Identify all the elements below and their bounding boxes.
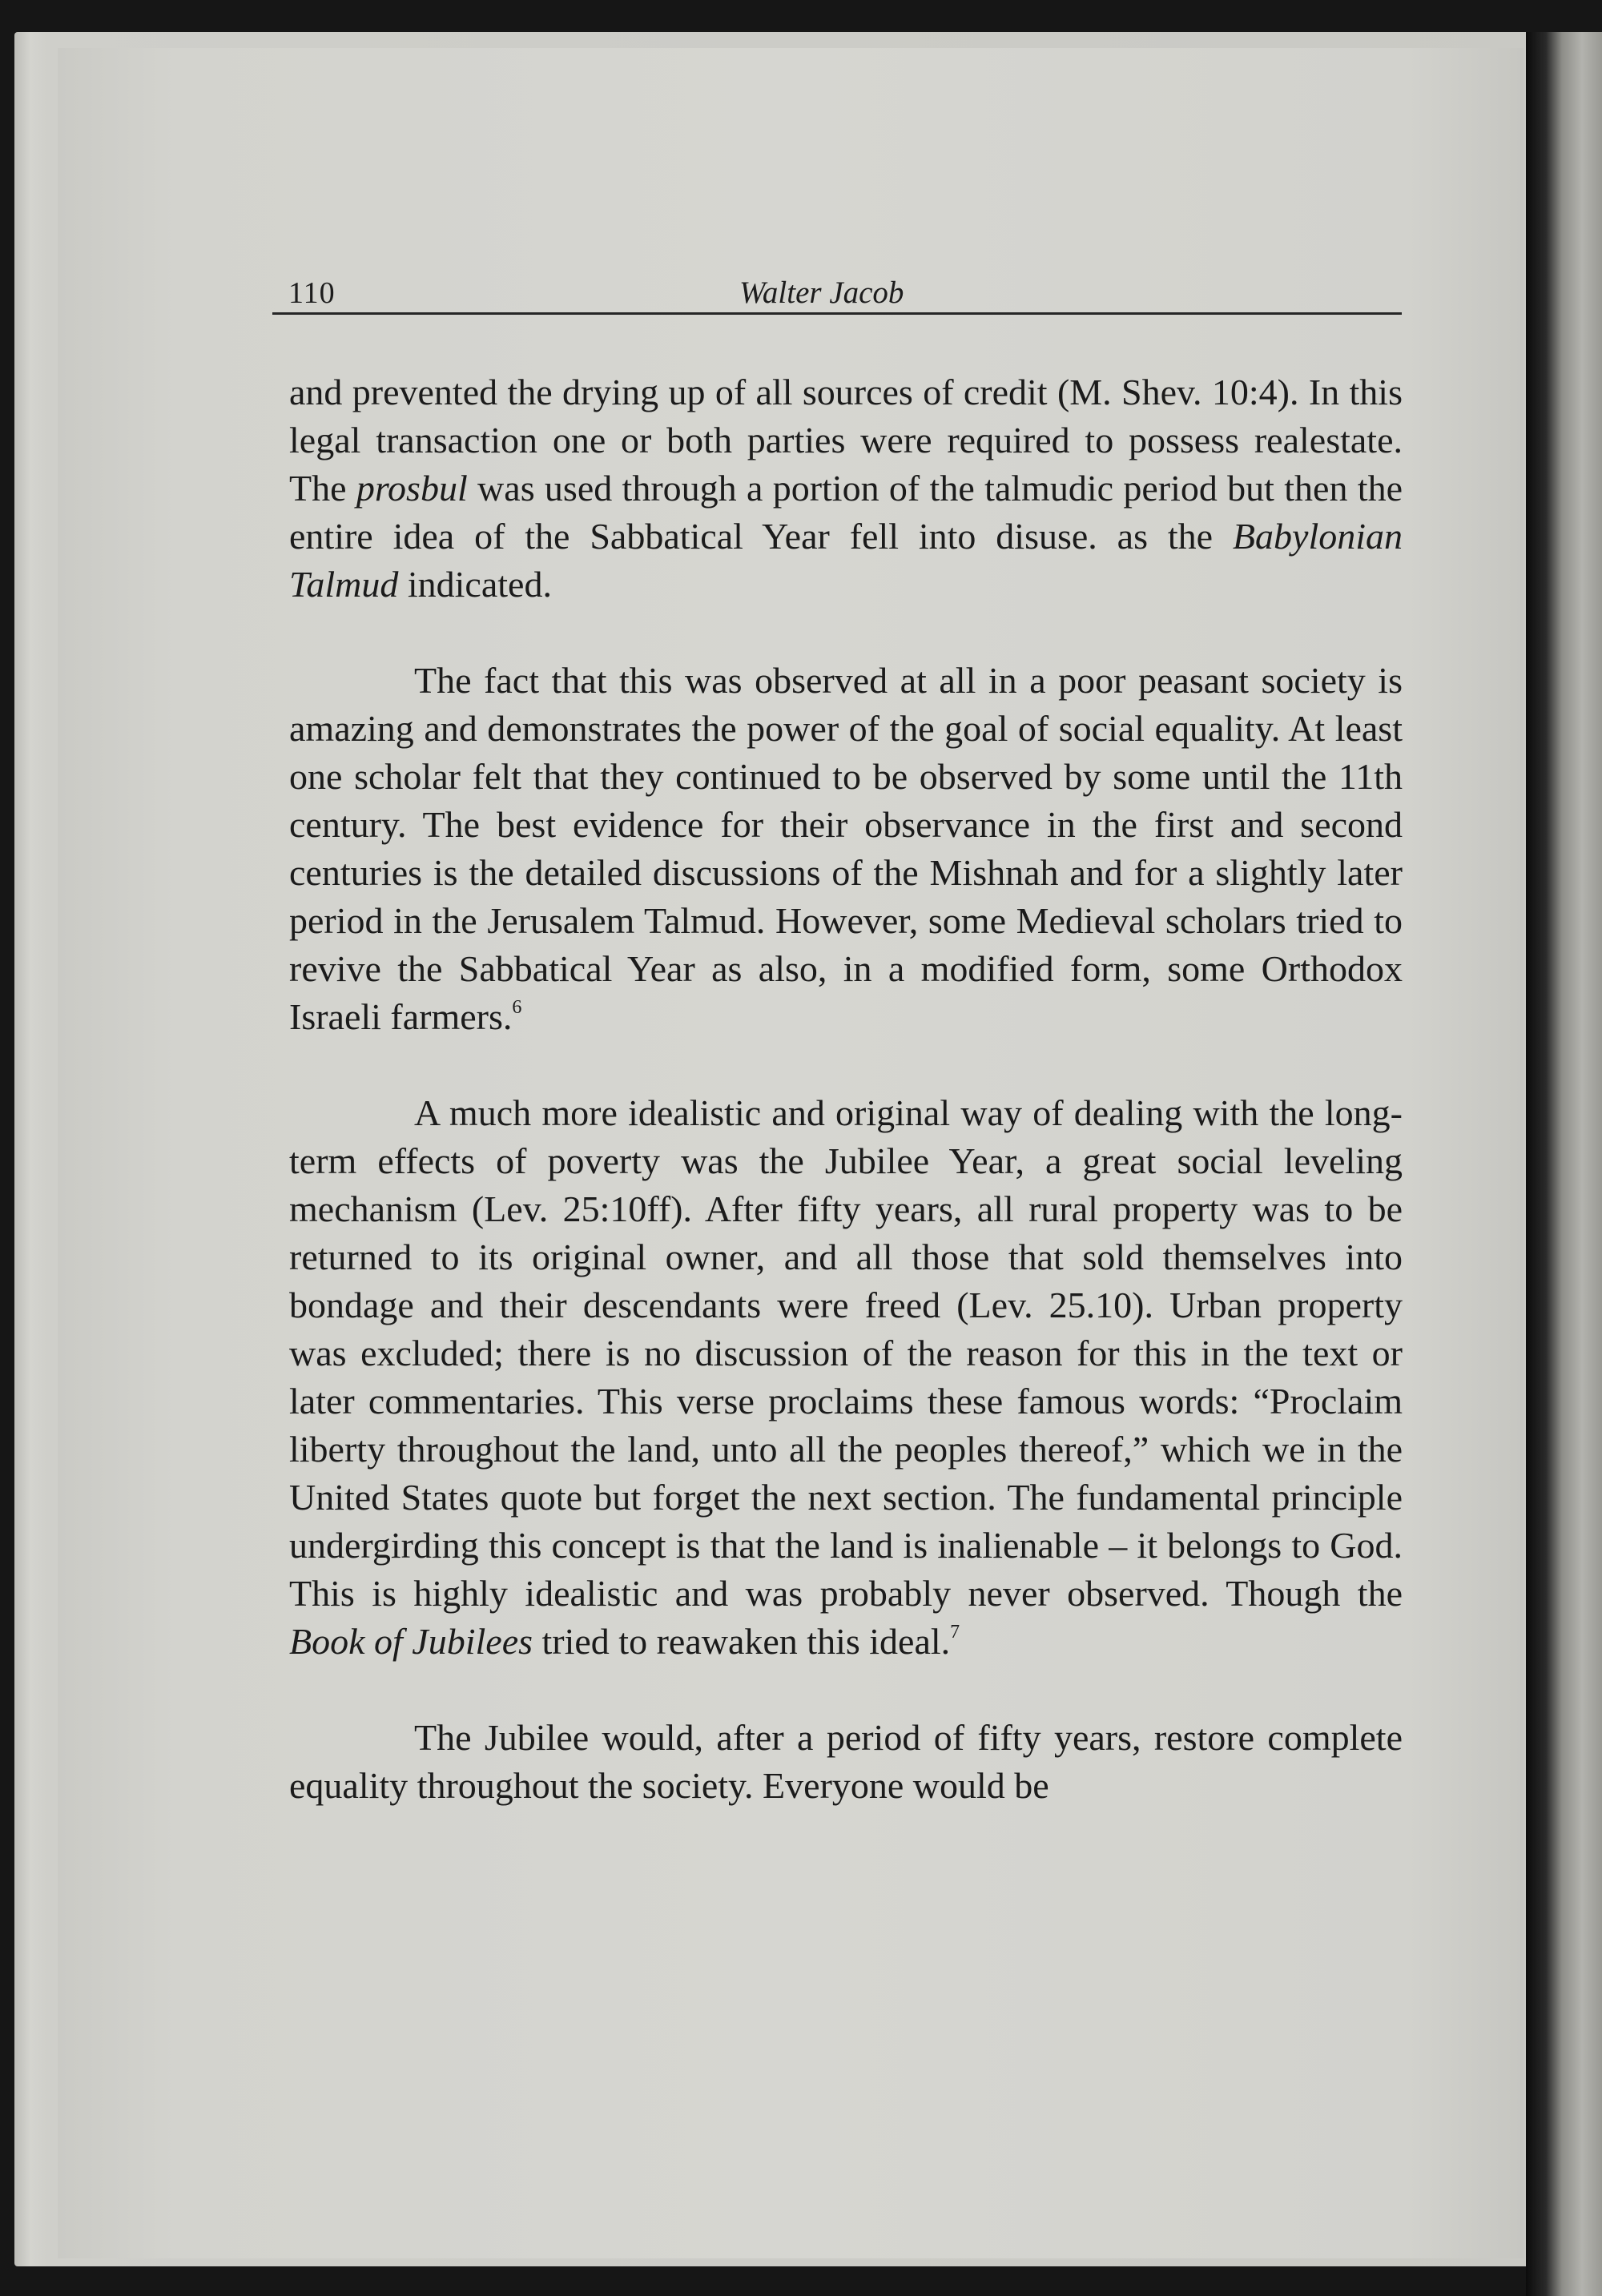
footnote-marker-6[interactable]: 6: [512, 997, 522, 1018]
page-number: 110: [288, 276, 336, 310]
paragraph-4: The Jubilee would, after a period of fifty years, restore complete equality throughout the society. Everyone would be: [289, 1717, 1403, 1806]
title-book-of-jubilees: Book of Jubilees: [289, 1621, 533, 1662]
footnote-marker-7[interactable]: 7: [950, 1622, 960, 1643]
term-prosbul: prosbul: [356, 468, 468, 509]
book-spine: [1526, 32, 1602, 2296]
body-text: [289, 368, 1403, 1810]
page-header: [272, 274, 1402, 315]
paragraph-2: The fact that this was observed at all in a poor peasant society is amazing and demonstrates the power of the goal of social equality. At least one scholar felt that they continued to be observed by some until the 11th century. The best evidence for their observance in the first and second centuries is the detailed discussions of the Mishnah and for a slightly later period in the Jerusalem Talmud. However, some Medieval scholars tried to revive the Sabbatical Year as also, in a modified form, some Orthodox Israeli farmers.$^6$: [289, 660, 1403, 1037]
title-babylonian-talmud: Babylonian Talmud: [289, 516, 1403, 605]
running-head-author: Walter Jacob: [739, 275, 904, 310]
paragraph-3: A much more idealistic and original way of dealing with the long-term effects of poverty was the Jubilee Year, a great social leveling mechanism (Lev. 25:10ff). After fifty years, all rural property was to be returned to its original owner, and all those that sold themselves into bondage and their descendants were freed (Lev. 25.10). Urban property was excluded; there is no discussion of the reason for this in the text or later commentaries. This verse proclaims these famous words: “Proclaim liberty throughout the land, unto all the peoples thereof,” which we in the United States quote but forget the next section. The fundamental principle undergirding this concept is that the land is inalienable – it belongs to God. This is highly idealistic and was probably never observed. Though the Book of Jubilees tried to reawaken this ideal.$^7$: [289, 1092, 1403, 1662]
paragraph-1: and prevented the drying up of all sources of credit (M. Shev. 10:4). In this legal transaction one or both parties were required to possess realestate. The prosbul was used through a portion of the talmudic period but then the entire idea of the Sabbatical Year fell into disuse. as the Babylonian Talmud indicated.: [289, 372, 1403, 605]
